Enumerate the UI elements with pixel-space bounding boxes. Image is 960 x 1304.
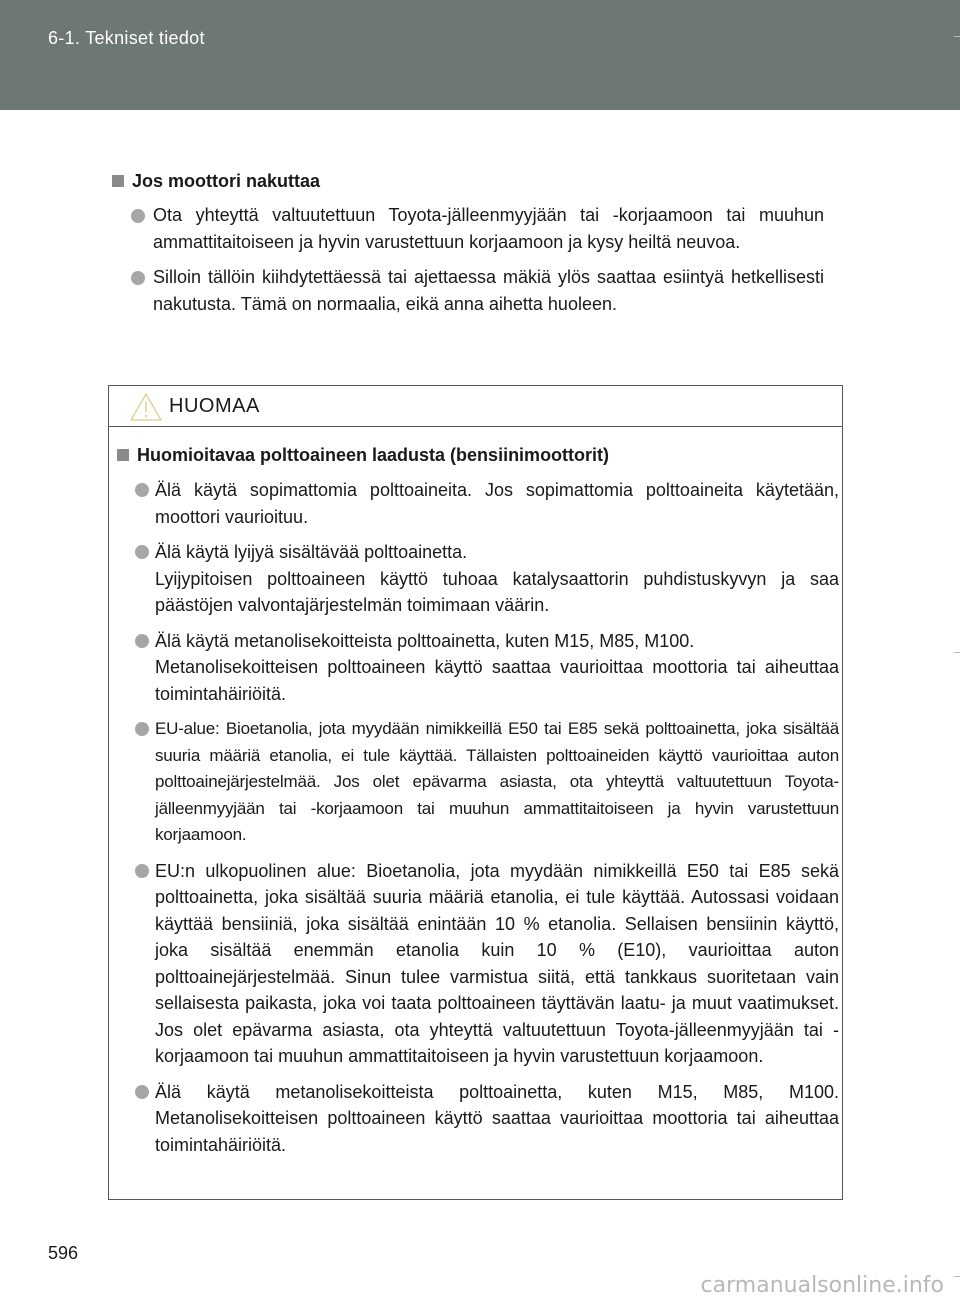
list-item xyxy=(117,539,839,619)
square-bullet-icon xyxy=(117,449,129,461)
list-item-text: Metanolisekoitteisen polttoaineen käyttö saattaa vaurioittaa moottoria tai aiheuttaa toimintahäiriöitä. xyxy=(155,657,839,704)
knock-section xyxy=(112,168,824,318)
page-header xyxy=(0,0,960,110)
crop-mark xyxy=(954,652,960,653)
list-item-text: EU-alue: Bioetanolia, jota myydään nimikkeillä E50 tai E85 sekä polttoainetta, joka sisältää suuria määriä etanolia, ei tule käyttää. Tällaisten polttoaineiden käyttö vaurioittaa auton polttoainejärjestelmää. Jos olet epävarma asiasta, ota yhteyttä valtuutettuun Toyota-jälleenmyyjään tai -korjaamoon tai muuhun ammattitaitoiseen ja hyvin varustettuun korjaamoon. xyxy=(155,719,839,844)
notice-header xyxy=(109,386,842,427)
list-item-text: Ota yhteyttä valtuutettuun Toyota-jälleenmyyjään tai -korjaamoon tai muuhun ammattitaitoiseen ja hyvin varustettuun korjaamoon ja kysy heiltä neuvoa. xyxy=(153,205,824,252)
list-item xyxy=(117,716,839,849)
circle-bullet-icon xyxy=(135,864,149,878)
list-item xyxy=(112,202,824,256)
heading-text: Huomioitavaa polttoaineen laadusta (bensiinimoottorit) xyxy=(137,445,610,465)
circle-bullet-icon xyxy=(135,722,149,736)
list-item-text: Älä käytä metanolisekoitteista polttoainetta, kuten M15, M85, M100. xyxy=(155,630,695,651)
section-title: 6-1. Tekniset tiedot xyxy=(48,28,205,48)
list-item-text: EU:n ulkopuolinen alue: Bioetanolia, jota myydään nimikkeillä E50 tai E85 sekä polttoainetta, joka sisältää suuria määriä etanolia, ei tule käyttää. Autossasi voidaan käyttää bensiiniä, joka sisältää enintään 10 % etanolia. Sellaisen bensiinin käyttö, joka sisältää enemmän etanolia kuin 10 % (E10), vaurioittaa auton polttoainejärjestelmää. Sinun tulee varmistua siitä, että tankkaus suoritetaan vain sellaisesta paikasta, joka voi taata polttoaineen täyttävän laatu- ja muut vaatimukset. Jos olet epävarma asiasta, ota yhteyttä valtuutettuun Toyota-jälleenmyyjään tai -korjaamoon tai muuhun ammattitaitoiseen ja hyvin varustettuun korjaamoon. xyxy=(155,860,839,1066)
list-item-text: Älä käytä lyijyä sisältävää polttoainetta. xyxy=(155,542,468,562)
crop-mark xyxy=(954,36,960,37)
circle-bullet-icon xyxy=(135,483,149,497)
circle-bullet-icon xyxy=(135,1085,149,1099)
list-item xyxy=(117,1079,839,1159)
list-item xyxy=(117,858,839,1070)
square-bullet-icon xyxy=(112,175,124,187)
notice-body xyxy=(117,442,839,1158)
page-number: 596 xyxy=(48,1243,79,1263)
circle-bullet-icon xyxy=(131,209,145,223)
list-item-text: Älä käytä sopimattomia polttoaineita. Jos sopimattomia polttoaineita käytetään, moottori vaurioituu. xyxy=(155,480,839,527)
circle-bullet-icon xyxy=(135,634,149,648)
notice-box xyxy=(108,385,843,1200)
section-heading xyxy=(112,168,824,194)
list-item-text: Älä käytä metanolisekoitteista polttoainetta, kuten M15, M85, M100. Metanolisekoitteisen polttoaineen käyttö saattaa vaurioittaa moottoria tai aiheuttaa toimintahäiriöitä. xyxy=(155,1081,839,1155)
heading-text: Jos moottori nakuttaa xyxy=(132,171,321,191)
list-item-text: Silloin tällöin kiihdytettäessä tai ajettaessa mäkiä ylös saattaa esiintyä hetkellisesti nakutusta. Tämä on normaalia, eikä anna aihetta huoleen. xyxy=(153,267,824,314)
section-heading xyxy=(117,442,839,468)
notice-title: HUOMAA xyxy=(169,395,260,417)
list-item xyxy=(117,477,839,530)
list-item xyxy=(112,264,824,318)
warning-triangle-icon xyxy=(129,392,163,422)
watermark: carmanualsonline.info xyxy=(700,1273,944,1298)
crop-mark xyxy=(954,1276,960,1277)
list-item-text: Lyijypitoisen polttoaineen käyttö tuhoaa katalysaattorin puhdistuskyvyn ja saa päästöjen valvontajärjestelmän toimimaan väärin. xyxy=(155,568,839,615)
circle-bullet-icon xyxy=(135,545,149,559)
list-item xyxy=(117,628,839,708)
circle-bullet-icon xyxy=(131,271,145,285)
